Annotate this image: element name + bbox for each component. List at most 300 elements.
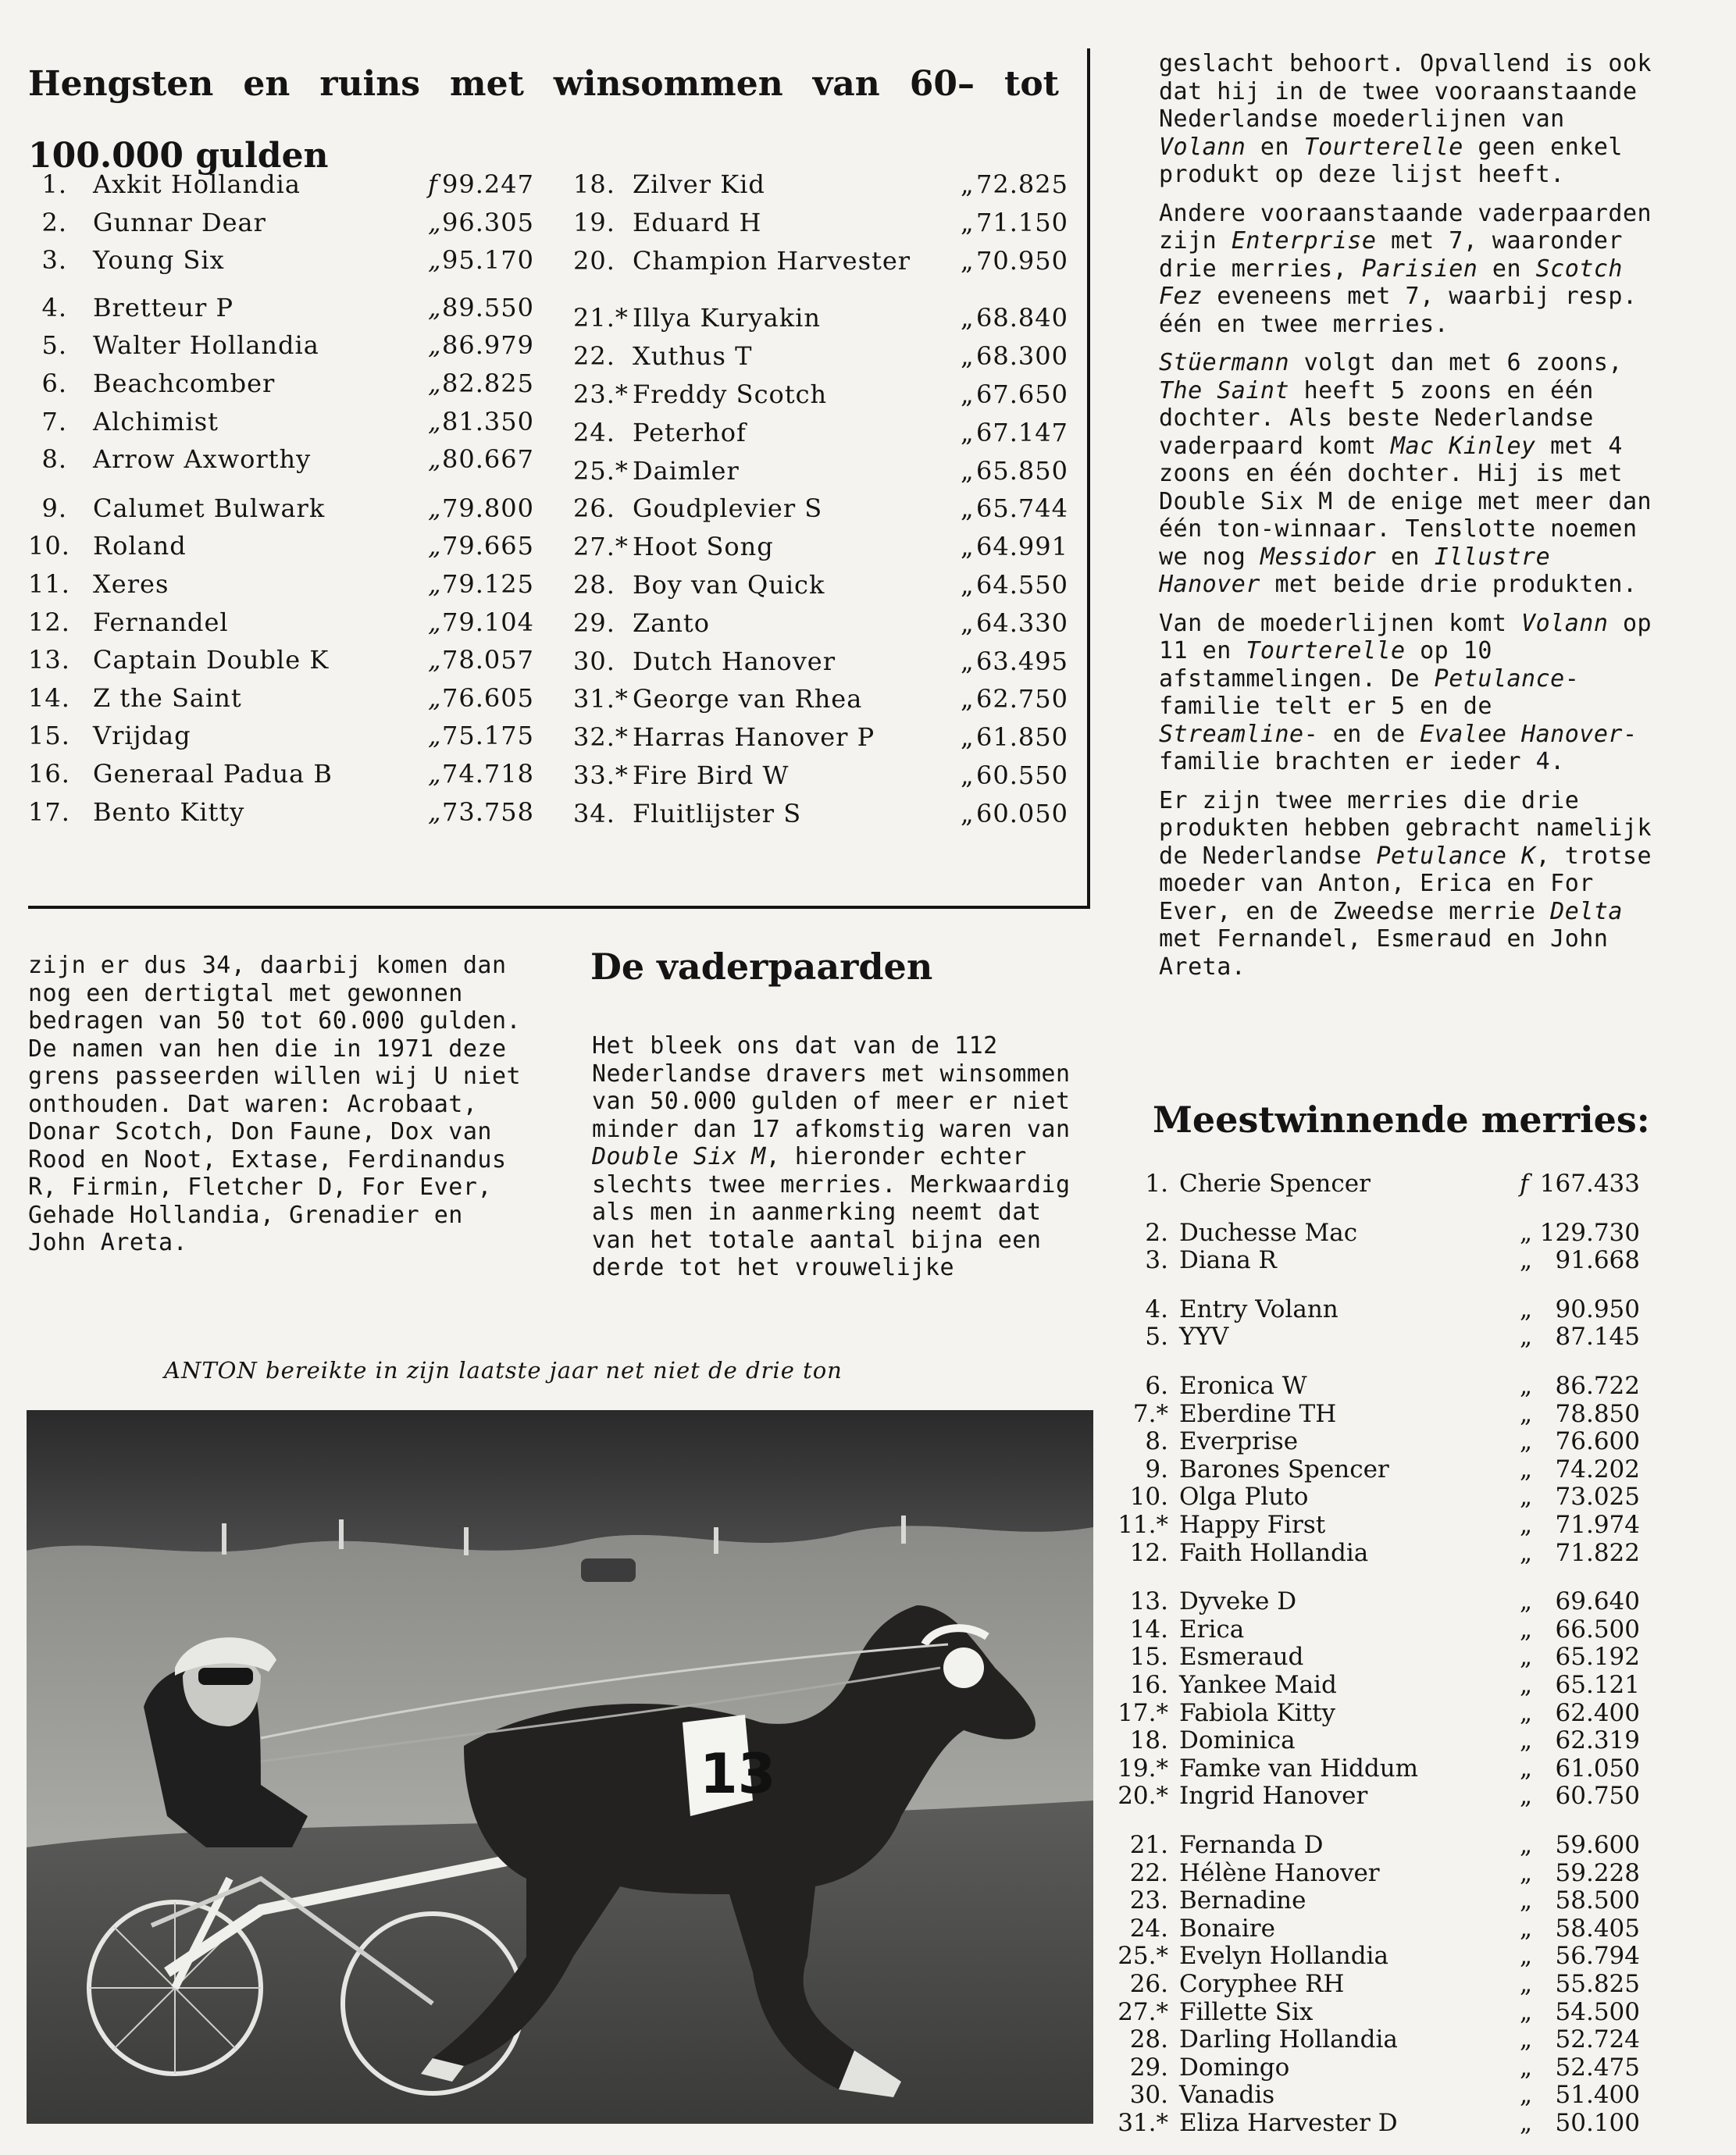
right-paragraph-4: Van de moederlijnen komt Volann op 11 en Tourterelle op 10 afstammelingen. De Petulance-familie telt er 5 en de Streamline- en de Evalee Hanover-familie brachten er ieder 4. <box>1159 609 1652 775</box>
table-row <box>28 490 544 527</box>
entry-name: Illya Kuryakin <box>633 303 821 333</box>
rank-number: 30. <box>573 646 615 676</box>
rank-number: 29. <box>1129 2053 1168 2082</box>
rank-number: 20.* <box>1118 1782 1168 1811</box>
winnings-amount: 50.100 <box>1555 2109 1640 2137</box>
winnings-amount: 64.330 <box>976 607 1068 638</box>
winnings-amount: 61.050 <box>1555 1754 1640 1783</box>
table-row <box>1117 1886 1656 1915</box>
table-row <box>1117 1671 1656 1699</box>
winnings-amount: 62.400 <box>1555 1698 1640 1727</box>
stallions-list-left <box>28 166 544 899</box>
entry-name: Fabiola Kitty <box>1179 1698 1336 1727</box>
rank-number: 5. <box>1145 1323 1168 1352</box>
rank-number: 21.* <box>573 303 629 333</box>
currency-mark: „ <box>1520 2053 1533 2082</box>
entry-name: Gunnar Dear <box>93 207 266 237</box>
rank-number: 13. <box>1129 1587 1168 1616</box>
currency-mark: „ <box>1520 1511 1533 1539</box>
entry-name: Bento Kitty <box>93 796 245 827</box>
entry-name: Generaal Padua B <box>93 759 333 789</box>
winnings-amount: 58.405 <box>1555 1914 1640 1943</box>
rank-number: 21. <box>1129 1831 1168 1859</box>
rank-number: 15. <box>1129 1643 1168 1672</box>
table-row <box>28 166 544 203</box>
rank-number: 12. <box>1129 1538 1168 1567</box>
mares-heading: Meestwinnende merries: <box>1153 1099 1650 1141</box>
winnings-amount: 55.825 <box>1555 1970 1640 1998</box>
table-row <box>1117 1170 1656 1198</box>
currency-mark: „ <box>961 532 975 562</box>
rank-number: 29. <box>573 607 615 638</box>
table-row <box>1117 1859 1656 1887</box>
table-row <box>1117 1483 1656 1511</box>
table-row <box>28 793 544 831</box>
table-row <box>28 241 544 279</box>
table-row <box>573 643 1073 680</box>
intro-paragraph <box>28 952 525 1268</box>
winnings-amount: 51.400 <box>1555 2081 1640 2110</box>
rank-number: 18. <box>1129 1726 1168 1755</box>
currency-mark: „ <box>1520 1538 1533 1567</box>
rank-number: 14. <box>1129 1615 1168 1644</box>
rank-number: 18. <box>573 169 615 199</box>
currency-mark: „ <box>1520 1726 1533 1755</box>
rank-number: 28. <box>1129 2025 1168 2054</box>
right-paragraph-1: geslacht behoort. Opvallend is ook dat hij in de twee vooraanstaande Nederlandse moederlijnen van Volann en Tourterelle geen enkel produkt op deze lijst heeft. <box>1159 50 1652 188</box>
entry-name: Bretteur P <box>93 292 234 322</box>
winnings-amount: 64.550 <box>976 570 1068 600</box>
table-row <box>1117 1323 1656 1351</box>
right-paragraph-5: Er zijn twee merries die drie produkten hebben gebracht namelijk de Nederlandse Petulance K, trotse moeder van Anton, Erica en For Ever, en de Zweedse merrie Delta met Fernandel, Esmeraud en John Areta. <box>1159 786 1652 981</box>
currency-mark: „ <box>1520 1246 1533 1275</box>
entry-name: Vanadis <box>1179 2081 1275 2110</box>
table-row <box>1117 1643 1656 1671</box>
table-row <box>1117 1400 1656 1428</box>
table-row <box>1117 1219 1656 1247</box>
rank-number: 23.* <box>573 379 629 409</box>
entry-name: Calumet Bulwark <box>93 493 326 523</box>
winnings-amount: 65.744 <box>976 493 1068 524</box>
currency-mark: „ <box>428 245 442 276</box>
rank-number: 2. <box>1145 1218 1168 1247</box>
table-row <box>1117 1615 1656 1644</box>
intro-text: zijn er dus 34, daarbij komen dan nog een dertigtal met gewonnen bedragen van 50 tot 60.000 gulden. De namen van hen die in 1971 deze grens passeerden willen wij U niet onthouden. Dat waren: Acrobaat, Donar Scotch, Don Faune, Dox van Rood en Noot, Extase, Ferdinandus R, Firmin, Fletcher D, For Ever, Gehade Hollandia, Grenadier en John Areta. <box>28 952 522 1256</box>
currency-mark: „ <box>1520 1782 1533 1811</box>
table-row <box>28 565 544 603</box>
table-row <box>1117 1942 1656 1970</box>
currency-mark: „ <box>428 645 442 675</box>
entry-name: Dominica <box>1179 1726 1296 1755</box>
currency-mark: „ <box>961 760 975 790</box>
currency-mark: „ <box>428 493 442 523</box>
winnings-amount: 54.500 <box>1555 1997 1640 2026</box>
table-row <box>573 757 1073 794</box>
winnings-amount: 87.145 <box>1555 1323 1640 1352</box>
winnings-amount: 76.600 <box>1555 1427 1640 1456</box>
stallions-list-right <box>573 166 1073 899</box>
rank-number: 25.* <box>573 455 629 486</box>
currency-mark: „ <box>961 455 975 486</box>
winnings-amount: 91.668 <box>1555 1246 1640 1275</box>
rank-number: 8. <box>1145 1427 1168 1456</box>
saddle-number: 13 <box>700 1742 776 1806</box>
table-row <box>1117 1539 1656 1567</box>
currency-mark: „ <box>961 207 975 237</box>
winnings-amount: 70.950 <box>976 245 1068 276</box>
table-row <box>1117 1587 1656 1615</box>
table-row <box>1117 2053 1656 2082</box>
currency-mark: „ <box>1520 2081 1533 2110</box>
rank-number: 30. <box>1129 2081 1168 2110</box>
entry-name: Esmeraud <box>1179 1643 1304 1672</box>
entry-name: Hélène Hanover <box>1179 1858 1380 1887</box>
currency-mark: „ <box>1520 1323 1533 1352</box>
entry-name: Bernadine <box>1179 1886 1306 1915</box>
winnings-amount: 76.605 <box>442 682 534 713</box>
winnings-amount: 75.175 <box>442 721 534 751</box>
rank-number: 19. <box>573 207 615 237</box>
currency-mark: „ <box>1520 1754 1533 1783</box>
rank-number: 7. <box>41 406 67 436</box>
entry-name: Fillette Six <box>1179 1997 1314 2026</box>
photo-caption: ANTON bereikte in zijn laatste jaar net niet de drie ton <box>164 1357 843 1384</box>
winnings-amount: 95.170 <box>442 245 534 276</box>
rank-number: 1. <box>41 169 67 199</box>
table-row <box>28 717 544 754</box>
currency-mark: „ <box>1520 1218 1533 1247</box>
entry-name: Fluitlijster S <box>633 798 802 828</box>
rank-number: 24. <box>1129 1914 1168 1943</box>
winnings-amount: 67.650 <box>976 379 1068 409</box>
currency-mark: „ <box>961 245 975 276</box>
currency-mark: „ <box>1520 1942 1533 1971</box>
entry-name: Roland <box>93 531 187 561</box>
entry-name: Fernanda D <box>1179 1831 1324 1859</box>
winnings-amount: 59.228 <box>1555 1858 1640 1887</box>
currency-mark: „ <box>428 369 442 398</box>
table-row <box>1117 1511 1656 1539</box>
table-row <box>1117 1831 1656 1859</box>
currency-mark: „ <box>1520 2025 1533 2054</box>
entry-name: Beachcomber <box>93 369 276 398</box>
right-paragraph-3: Stüermann volgt dan met 6 zoons, The Saint heeft 5 zoons en één dochter. Als beste Nederlandse vaderpaard komt Mac Kinley met 4 zoons en één dochter. Hij is met Double Six M de enige met meer dan één ton-winnaar. Tenslotte noemen we nog Messidor en Illustre Hanover met beide drie produkten. <box>1159 349 1652 598</box>
rank-number: 28. <box>573 570 615 600</box>
table-row <box>28 604 544 641</box>
winnings-amount: 81.350 <box>442 406 534 436</box>
winnings-amount: 71.974 <box>1555 1511 1640 1539</box>
currency-mark: „ <box>961 570 975 600</box>
rank-number: 17.* <box>1118 1698 1168 1727</box>
entry-name: Harras Hanover P <box>633 722 875 753</box>
currency-mark: „ <box>961 684 975 714</box>
winnings-amount: 65.192 <box>1555 1643 1640 1672</box>
winnings-amount: 64.991 <box>976 532 1068 562</box>
entry-name: Barones Spencer <box>1179 1455 1389 1484</box>
entry-name: Axkit Hollandia <box>93 169 301 199</box>
currency-mark: „ <box>961 417 975 447</box>
harness-race-photo <box>27 1410 1093 2124</box>
rank-number: 4. <box>1145 1295 1168 1323</box>
winnings-amount: 79.665 <box>442 531 534 561</box>
rank-number: 6. <box>41 369 67 398</box>
entry-name: Eliza Harvester D <box>1179 2109 1398 2137</box>
winnings-amount: 60.050 <box>976 798 1068 828</box>
entry-name: Everprise <box>1179 1427 1299 1456</box>
entry-name: Fernandel <box>93 607 229 637</box>
rank-number: 3. <box>1145 1246 1168 1275</box>
entry-name: Daimler <box>633 455 740 486</box>
winnings-amount: 59.600 <box>1555 1831 1640 1859</box>
currency-mark: „ <box>961 379 975 409</box>
table-row <box>573 337 1073 375</box>
entry-name: Cherie Spencer <box>1179 1170 1371 1198</box>
table-row <box>1117 1372 1656 1400</box>
currency-mark: „ <box>1520 1831 1533 1859</box>
table-row <box>573 166 1073 203</box>
currency-mark: „ <box>1520 1698 1533 1727</box>
rank-number: 22. <box>573 341 615 372</box>
winnings-amount: 61.850 <box>976 722 1068 753</box>
currency-mark: f <box>428 169 438 199</box>
vaderpaarden-paragraph <box>592 1032 1092 1293</box>
currency-mark: „ <box>1520 1455 1533 1484</box>
currency-mark: „ <box>1520 1615 1533 1644</box>
rank-number: 23. <box>1129 1886 1168 1915</box>
currency-mark: „ <box>1520 1399 1533 1428</box>
winnings-amount: 74.718 <box>442 759 534 789</box>
rank-number: 2. <box>41 207 67 237</box>
currency-mark: „ <box>1520 1914 1533 1943</box>
winnings-amount: 80.667 <box>442 444 534 475</box>
entry-name: Z the Saint <box>93 682 242 713</box>
rank-number: 24. <box>573 417 615 447</box>
entry-name: Xuthus T <box>633 341 753 372</box>
right-column-text <box>1159 50 1659 992</box>
winnings-amount: 86.979 <box>442 330 534 361</box>
currency-mark: „ <box>1520 1643 1533 1672</box>
currency-mark: „ <box>961 493 975 524</box>
entry-name: Domingo <box>1179 2053 1290 2082</box>
rank-number: 27.* <box>573 532 629 562</box>
currency-mark: „ <box>428 406 442 436</box>
table-row <box>573 242 1073 280</box>
currency-mark: „ <box>1520 1427 1533 1456</box>
currency-mark: „ <box>1520 1858 1533 1887</box>
currency-mark: „ <box>1520 1970 1533 1998</box>
currency-mark: „ <box>1520 1587 1533 1616</box>
currency-mark: „ <box>428 207 442 237</box>
winnings-amount: 78.057 <box>442 645 534 675</box>
rank-number: 16. <box>1129 1671 1168 1699</box>
winnings-amount: 71.150 <box>976 207 1068 237</box>
table-row <box>573 795 1073 832</box>
right-paragraph-2: Andere vooraanstaande vaderpaarden zijn Enterprise met 7, waaronder drie merries, Parisien en Scotch Fez eveneens met 7, waarbij resp. één en twee merries. <box>1159 199 1652 338</box>
entry-name: Evelyn Hollandia <box>1179 1942 1388 1971</box>
winnings-amount: 129.730 <box>1539 1218 1640 1247</box>
winnings-amount: 99.247 <box>442 169 534 199</box>
rank-number: 25.* <box>1118 1942 1168 1971</box>
winnings-amount: 68.300 <box>976 341 1068 372</box>
winnings-amount: 52.724 <box>1555 2025 1640 2054</box>
table-row <box>28 440 544 478</box>
rank-number: 16. <box>28 759 70 789</box>
table-row <box>28 204 544 241</box>
rank-number: 1. <box>1145 1170 1168 1198</box>
rank-number: 20. <box>573 245 615 276</box>
rank-number: 8. <box>41 444 67 475</box>
currency-mark: „ <box>1520 1295 1533 1323</box>
currency-mark: „ <box>961 798 975 828</box>
winnings-amount: 96.305 <box>442 207 534 237</box>
table-row <box>573 299 1073 337</box>
table-row <box>1117 1295 1656 1323</box>
entry-name: Diana R <box>1179 1246 1277 1275</box>
table-row <box>28 755 544 793</box>
currency-mark: „ <box>428 721 442 751</box>
table-row <box>28 365 544 402</box>
entry-name: Famke van Hiddum <box>1179 1754 1419 1783</box>
entry-name: Darling Hollandia <box>1179 2025 1398 2054</box>
winnings-amount: 52.475 <box>1555 2053 1640 2082</box>
table-row <box>28 679 544 717</box>
entry-name: Freddy Scotch <box>633 379 828 409</box>
entry-name: Peterhof <box>633 417 747 447</box>
entry-name: Happy First <box>1179 1511 1326 1539</box>
winnings-amount: 69.640 <box>1555 1587 1640 1616</box>
rank-number: 26. <box>1129 1970 1168 1998</box>
winnings-amount: 68.840 <box>976 303 1068 333</box>
currency-mark: „ <box>428 759 442 789</box>
rank-number: 9. <box>1145 1455 1168 1484</box>
rank-number: 14. <box>28 682 70 713</box>
currency-mark: „ <box>1520 1671 1533 1699</box>
rank-number: 13. <box>28 645 70 675</box>
currency-mark: „ <box>961 169 975 199</box>
rank-number: 31.* <box>573 684 629 714</box>
rank-number: 9. <box>41 493 67 523</box>
rank-number: 7.* <box>1132 1399 1168 1428</box>
table-row <box>573 566 1073 604</box>
currency-mark: „ <box>1520 1886 1533 1915</box>
entry-name: Goudplevier S <box>633 493 823 524</box>
currency-mark: „ <box>428 292 442 322</box>
currency-mark: „ <box>1520 1372 1533 1400</box>
currency-mark: „ <box>961 303 975 333</box>
entry-name: Olga Pluto <box>1179 1483 1309 1512</box>
winnings-amount: 60.750 <box>1555 1782 1640 1811</box>
rank-number: 5. <box>41 330 67 361</box>
currency-mark: „ <box>428 607 442 637</box>
winnings-amount: 62.750 <box>976 684 1068 714</box>
table-row <box>28 527 544 565</box>
entry-name: Faith Hollandia <box>1179 1538 1369 1567</box>
entry-name: Vrijdag <box>93 721 191 751</box>
rank-number: 34. <box>573 798 615 828</box>
winnings-amount: 63.495 <box>976 646 1068 676</box>
table-row <box>1117 1726 1656 1754</box>
winnings-amount: 60.550 <box>976 760 1068 790</box>
rank-number: 3. <box>41 245 67 276</box>
rank-number: 10. <box>28 531 70 561</box>
table-row <box>1117 2025 1656 2053</box>
currency-mark: „ <box>428 531 442 561</box>
entry-name: Entry Volann <box>1179 1295 1339 1323</box>
entry-name: Fire Bird W <box>633 760 790 790</box>
currency-mark: f <box>1520 1170 1529 1198</box>
table-row <box>573 376 1073 413</box>
stallions-title: Hengsten en ruins met winsommen van 60– tot 100.000 gulden <box>28 64 1059 176</box>
currency-mark: „ <box>961 722 975 753</box>
vaderpaarden-text: Het bleek ons dat van de 112 Nederlandse dravers met winsommen van 50.000 gulden of meer er niet minder dan 17 afkomstig waren van Double Six M, hieronder echter slechts twee merries. Merkwaardig als men in aanmerking neemt dat van het totale aantal bijna een derde tot het vrouwelijke <box>592 1032 1071 1281</box>
winnings-amount: 79.125 <box>442 569 534 599</box>
entry-name: YYV <box>1179 1323 1229 1352</box>
entry-name: Champion Harvester <box>633 245 911 276</box>
winnings-amount: 65.850 <box>976 455 1068 486</box>
currency-mark: „ <box>428 330 442 361</box>
winnings-amount: 71.822 <box>1555 1538 1640 1567</box>
table-row <box>573 204 1073 241</box>
table-row <box>573 490 1073 527</box>
table-row <box>28 641 544 679</box>
rank-number: 4. <box>41 292 67 322</box>
table-row <box>1117 1970 1656 1998</box>
winnings-amount: 90.950 <box>1555 1295 1640 1323</box>
mares-list <box>1117 1170 1656 2142</box>
entry-name: Eduard H <box>633 207 762 237</box>
entry-name: Arrow Axworthy <box>93 444 312 475</box>
table-row <box>573 452 1073 490</box>
rank-number: 10. <box>1129 1483 1168 1512</box>
winnings-amount: 79.800 <box>442 493 534 523</box>
table-row <box>1117 1455 1656 1484</box>
entry-name: Duchesse Mac <box>1179 1218 1358 1247</box>
vaderpaarden-heading: De vaderpaarden <box>590 946 933 988</box>
currency-mark: „ <box>961 341 975 372</box>
rank-number: 6. <box>1145 1372 1168 1400</box>
entry-name: Eberdine TH <box>1179 1399 1337 1428</box>
entry-name: Alchimist <box>93 406 219 436</box>
entry-name: Captain Double K <box>93 645 330 675</box>
currency-mark: „ <box>961 607 975 638</box>
winnings-amount: 78.850 <box>1555 1399 1640 1428</box>
table-row <box>1117 1998 1656 2026</box>
winnings-amount: 72.825 <box>976 169 1068 199</box>
entry-name: Erica <box>1179 1615 1245 1644</box>
entry-name: Hoot Song <box>633 532 774 562</box>
winnings-amount: 74.202 <box>1555 1455 1640 1484</box>
currency-mark: „ <box>961 646 975 676</box>
rank-number: 11. <box>28 569 70 599</box>
rank-number: 19.* <box>1118 1754 1168 1783</box>
stallions-table-box <box>28 48 1090 909</box>
entry-name: Zanto <box>633 607 711 638</box>
table-row <box>28 403 544 440</box>
entry-name: Young Six <box>93 245 225 276</box>
winnings-amount: 67.147 <box>976 417 1068 447</box>
table-row <box>1117 1246 1656 1274</box>
winnings-amount: 58.500 <box>1555 1886 1640 1915</box>
currency-mark: „ <box>1520 2109 1533 2137</box>
entry-name: Bonaire <box>1179 1914 1275 1943</box>
winnings-amount: 73.758 <box>442 796 534 827</box>
entry-name: Zilver Kid <box>633 169 765 199</box>
winnings-amount: 167.433 <box>1539 1170 1640 1198</box>
rank-number: 27.* <box>1118 1997 1168 2026</box>
table-row <box>1117 1699 1656 1727</box>
currency-mark: „ <box>428 796 442 827</box>
rank-number: 22. <box>1129 1858 1168 1887</box>
